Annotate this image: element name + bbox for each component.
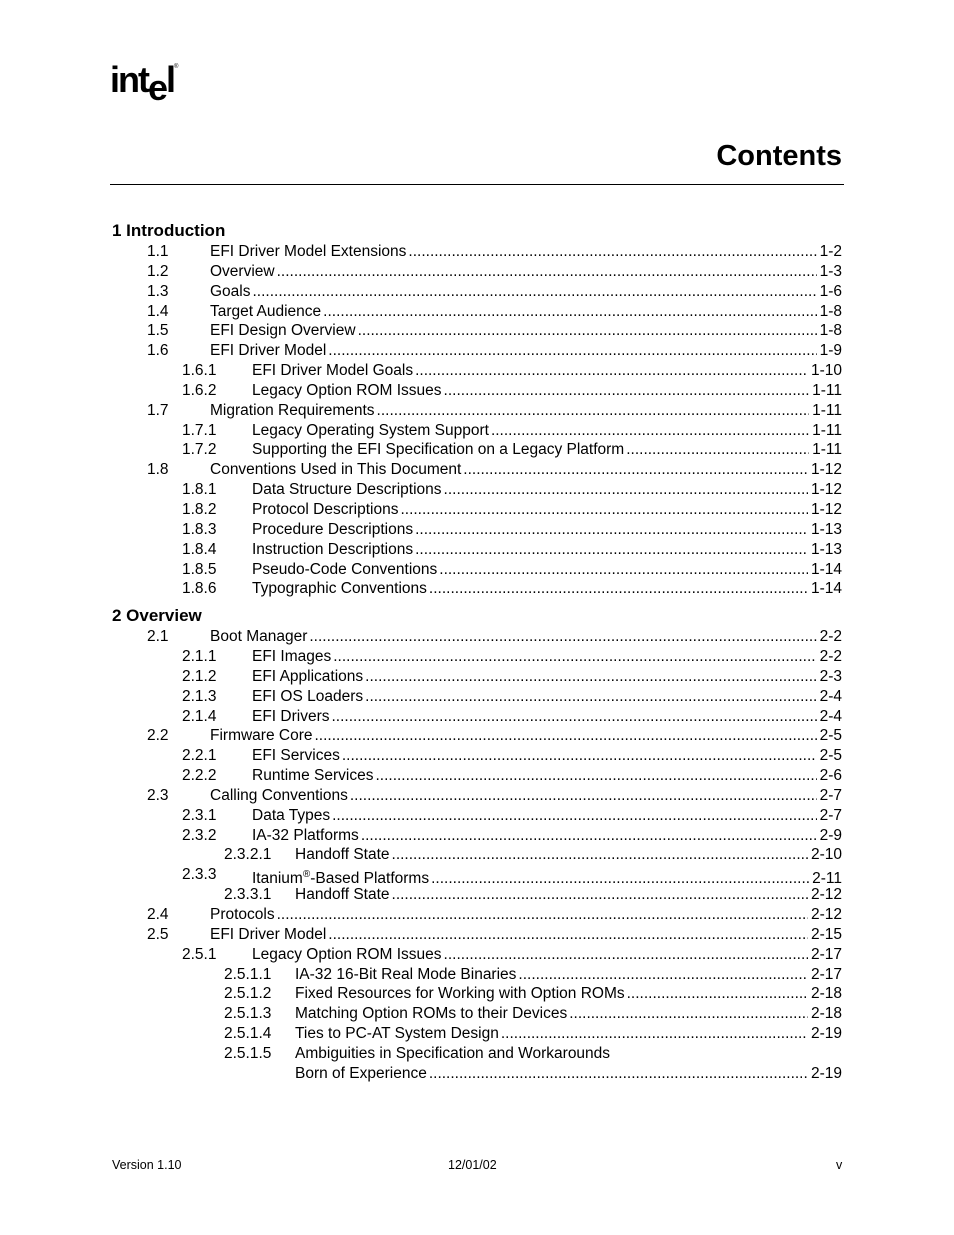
toc-entry-number: 1.6.2	[182, 381, 217, 399]
toc-entry-title: Calling Conventions	[210, 786, 348, 804]
toc-entry-number: 2.3	[147, 786, 169, 804]
dot-leader	[415, 520, 808, 540]
toc-entry-page: 2-19	[810, 1025, 842, 1043]
toc-entry-title: Handoff State	[295, 886, 390, 904]
toc-entry-page: 2-12	[810, 886, 842, 904]
toc-entry-title: EFI Driver Model Goals	[252, 362, 414, 380]
toc-entry-title: Fixed Resources for Working with Option ROMs	[295, 985, 625, 1003]
toc-entry-page: 1-12	[810, 461, 842, 479]
toc-entry[interactable]	[112, 381, 842, 401]
toc-entry-page: 2-3	[819, 667, 842, 685]
toc-entry-title: EFI OS Loaders	[252, 687, 364, 705]
footer-date: 12/01/02	[448, 1158, 497, 1172]
table-of-contents	[112, 220, 842, 1084]
toc-entry-title: EFI Images	[252, 648, 332, 666]
dot-leader	[444, 381, 810, 401]
toc-entry-number: 1.7.2	[182, 441, 217, 459]
toc-entry-title: IA-32 16-Bit Real Mode Binaries	[295, 965, 517, 983]
dot-leader	[501, 1024, 808, 1044]
dot-leader	[277, 262, 817, 282]
dot-leader	[375, 766, 816, 786]
dot-leader	[314, 726, 816, 746]
toc-entry-title: Matching Option ROMs to their Devices	[295, 1005, 568, 1023]
dot-leader	[569, 1004, 808, 1024]
toc-entry[interactable]	[112, 302, 842, 322]
toc-entry-number: 2.5.1.4	[224, 1025, 272, 1043]
toc-entry-title: Pseudo-Code Conventions	[252, 560, 438, 578]
toc-entry-number: 1.8.4	[182, 540, 217, 558]
toc-entry-number: 2.5.1.1	[224, 965, 272, 983]
toc-entry[interactable]	[112, 460, 842, 480]
intel-logo-wordmark	[110, 59, 174, 108]
dot-leader	[277, 905, 808, 925]
toc-entry-title: Migration Requirements	[210, 401, 375, 419]
toc-entry-page: 2-7	[819, 806, 842, 824]
toc-entry[interactable]	[112, 965, 842, 985]
toc-entry-title: IA-32 Platforms	[252, 826, 359, 844]
toc-entry[interactable]	[112, 925, 842, 945]
footer-version: Version 1.10	[112, 1158, 182, 1172]
toc-entry-number: 2.2	[147, 727, 169, 745]
dot-leader	[358, 321, 817, 341]
toc-entry[interactable]	[112, 282, 842, 302]
dot-leader	[328, 341, 816, 361]
toc-entry-number: 2.2.1	[182, 747, 217, 765]
dot-leader	[365, 687, 816, 707]
toc-entry-page: 2-18	[810, 985, 842, 1003]
toc-entry-title: Procedure Descriptions	[252, 520, 414, 538]
toc-entry[interactable]	[112, 865, 842, 888]
toc-entry-page: 1-13	[810, 540, 842, 558]
toc-entry-number: 1.8.6	[182, 580, 217, 598]
dot-leader	[626, 440, 809, 460]
toc-entry-page: 1-12	[810, 481, 842, 499]
toc-entry-number: 2.1.4	[182, 707, 217, 725]
toc-entry-title: Overview	[210, 262, 275, 280]
dot-leader	[400, 500, 808, 520]
dot-leader	[429, 1064, 808, 1084]
dot-leader	[328, 925, 808, 945]
toc-entry-number: 2.1.1	[182, 648, 217, 666]
toc-entry[interactable]	[112, 746, 842, 766]
toc-entry-number: 1.8.5	[182, 560, 217, 578]
toc-entry[interactable]	[112, 1024, 842, 1044]
toc-entry-page: 1-11	[812, 401, 842, 419]
toc-entry[interactable]	[112, 1064, 842, 1084]
toc-entry-page: 2-4	[819, 687, 842, 705]
dot-leader	[361, 826, 817, 846]
toc-entry-title: Target Audience	[210, 302, 322, 320]
toc-entry[interactable]	[112, 560, 842, 580]
toc-entry[interactable]	[112, 440, 842, 460]
dot-leader	[415, 540, 808, 560]
toc-entry-page: 2-11	[812, 870, 842, 888]
toc-entry-title: EFI Driver Model	[210, 925, 327, 943]
toc-entry-page: 1-11	[812, 421, 842, 439]
toc-entry-page: 2-17	[810, 945, 842, 963]
toc-entry-title: EFI Drivers	[252, 707, 330, 725]
toc-entry-number: 1.4	[147, 302, 169, 320]
toc-entry-number: 2.5.1.5	[224, 1044, 272, 1062]
toc-entry-number: 1.8	[147, 461, 169, 479]
toc-entry-title: EFI Driver Model	[210, 342, 327, 360]
toc-entry-number: 2.3.2.1	[224, 846, 272, 864]
toc-entry[interactable]	[112, 341, 842, 361]
toc-entry-page: 2-9	[819, 826, 842, 844]
toc-entry-page: 2-4	[819, 707, 842, 725]
toc-entry-title: EFI Services	[252, 747, 340, 765]
dot-leader	[365, 667, 816, 687]
page-title: Contents	[716, 140, 842, 172]
dot-leader	[332, 806, 816, 826]
toc-entry[interactable]	[112, 766, 842, 786]
logo-text-l: l	[166, 59, 175, 100]
toc-entry-page: 1-10	[810, 362, 842, 380]
toc-entry-title: Data Types	[252, 806, 331, 824]
toc-entry[interactable]	[112, 707, 842, 727]
dot-leader	[392, 885, 808, 905]
toc-entry-page: 2-2	[819, 628, 842, 646]
toc-entry-number: 2.3.3	[182, 866, 217, 884]
toc-entry-page: 1-12	[810, 500, 842, 518]
toc-entry-page: 1-2	[819, 243, 842, 260]
toc-entry-number: 2.2.2	[182, 767, 217, 785]
toc-entry-title: EFI Applications	[252, 667, 364, 685]
toc-entry-number: 1.5	[147, 322, 169, 340]
toc-entry-title: Protocol Descriptions	[252, 500, 399, 518]
dot-leader	[444, 480, 808, 500]
toc-entry-page: 2-5	[819, 727, 842, 745]
toc-entry[interactable]	[112, 826, 842, 846]
dot-leader	[333, 647, 816, 667]
toc-entry-number: 1.2	[147, 262, 169, 280]
toc-entry-page: 1-11	[812, 381, 842, 399]
toc-entry-title: Goals	[210, 282, 251, 300]
toc-entry[interactable]	[112, 480, 842, 500]
dot-leader	[342, 746, 817, 766]
toc-entry-number: 1.8.3	[182, 520, 217, 538]
toc-entry[interactable]	[112, 627, 842, 647]
toc-entry-number: 2.3.2	[182, 826, 217, 844]
toc-entry[interactable]	[112, 905, 842, 925]
toc-entry-title: Typographic Conventions	[252, 580, 427, 598]
toc-section-heading[interactable]: 1 Introduction	[112, 221, 226, 240]
toc-entry-number: 2.5.1.2	[224, 985, 272, 1003]
dot-leader	[350, 786, 817, 806]
toc-entry-title: Legacy Option ROM Issues	[252, 381, 442, 399]
toc-entry[interactable]	[112, 786, 842, 806]
dot-leader	[415, 361, 808, 381]
intel-logo	[110, 58, 179, 108]
registered-mark: ®	[302, 869, 311, 881]
toc-entry-title-part: -Based Platforms	[310, 870, 430, 888]
toc-entry[interactable]	[112, 321, 842, 341]
toc-entry-title: Instruction Descriptions	[252, 540, 414, 558]
toc-entry[interactable]	[112, 262, 842, 282]
toc-entry[interactable]	[112, 984, 842, 1004]
toc-entry-number: 2.1.2	[182, 667, 217, 685]
toc-entry-number: 1.1	[147, 243, 169, 260]
toc-entry[interactable]	[112, 421, 842, 441]
toc-entry-number: 2.4	[147, 906, 169, 923]
toc-entry-page: 2-6	[819, 767, 842, 785]
dot-leader	[377, 401, 810, 421]
dot-leader	[332, 707, 817, 727]
toc-entry-title: Supporting the EFI Specification on a Legacy Platform	[252, 441, 625, 459]
toc-entry-page: 2-7	[819, 786, 842, 804]
toc-entry-page: 2-2	[819, 648, 842, 666]
toc-entry[interactable]	[112, 647, 842, 667]
toc-entry-page: 1-13	[810, 520, 842, 538]
dot-leader	[444, 945, 808, 965]
toc-entry[interactable]	[112, 945, 842, 965]
toc-entry-page: 1-3	[819, 262, 842, 280]
toc-entry-number: 1.6.1	[182, 362, 217, 380]
toc-entry[interactable]	[112, 845, 842, 865]
toc-entry-page: 2-15	[810, 925, 842, 943]
toc-entry[interactable]	[112, 242, 842, 262]
toc-entry-number: 1.8.1	[182, 481, 217, 499]
toc-entry-number: 2.5	[147, 925, 169, 943]
dot-leader	[309, 627, 816, 647]
toc-entry-page: 2-19	[810, 1064, 842, 1082]
toc-entry-number: 1.7	[147, 401, 169, 419]
toc-entry[interactable]	[112, 667, 842, 687]
dot-leader	[408, 242, 816, 262]
toc-entry[interactable]	[112, 401, 842, 421]
toc-entry-page: 1-9	[819, 342, 842, 360]
toc-entry-title: Runtime Services	[252, 767, 374, 785]
dot-leader	[491, 421, 809, 441]
toc-entry-page: 1-14	[810, 580, 842, 598]
toc-entry-number: 1.3	[147, 282, 169, 300]
logo-text-int: int	[110, 59, 148, 100]
toc-entry[interactable]	[112, 540, 842, 560]
toc-entry-page: 1-8	[819, 302, 842, 320]
toc-entry-title: Born of Experience	[295, 1064, 427, 1082]
toc-entry-title: Firmware Core	[210, 727, 313, 745]
toc-entry[interactable]	[112, 687, 842, 707]
toc-entry-title: Boot Manager	[210, 628, 308, 646]
toc-entry-title-part: Itanium	[252, 870, 303, 888]
toc-entry[interactable]	[112, 361, 842, 381]
toc-entry-title: Data Structure Descriptions	[252, 481, 442, 499]
toc-entry-title: Handoff State	[295, 846, 390, 864]
dot-leader	[463, 460, 808, 480]
toc-entry-title: Protocols	[210, 906, 275, 923]
toc-entry-page: 2-12	[810, 906, 842, 923]
toc-entry[interactable]	[112, 885, 842, 905]
toc-entry-title: Legacy Operating System Support	[252, 421, 489, 439]
toc-section-heading[interactable]: 2 Overview	[112, 606, 202, 626]
toc-entry[interactable]	[112, 500, 842, 520]
logo-registered-mark: ®	[174, 64, 179, 70]
toc-entry-number: 2.5.1	[182, 945, 217, 963]
toc-entry[interactable]	[112, 1044, 842, 1064]
toc-entry-page: 2-10	[810, 846, 842, 864]
toc-entry-title: Legacy Option ROM Issues	[252, 945, 442, 963]
toc-entry-number: 1.8.2	[182, 500, 217, 518]
dot-leader	[429, 579, 808, 599]
toc-entry-title: EFI Design Overview	[210, 322, 356, 340]
toc-entry-page: 1-14	[810, 560, 842, 578]
toc-entry-number: 2.1	[147, 628, 169, 646]
toc-entry-page: 1-11	[812, 441, 842, 459]
toc-entry-page: 2-17	[810, 965, 842, 983]
toc-entry-number: 2.1.3	[182, 687, 217, 705]
toc-entry-title: Ties to PC-AT System Design	[295, 1025, 499, 1043]
dot-leader	[439, 560, 808, 580]
toc-entry-number: 1.6	[147, 342, 169, 360]
dot-leader	[253, 282, 817, 302]
toc-entry-page: 2-18	[810, 1005, 842, 1023]
dot-leader	[627, 984, 808, 1004]
title-divider	[110, 184, 844, 185]
toc-entry-number: 1.7.1	[182, 421, 217, 439]
toc-entry[interactable]	[112, 520, 842, 540]
toc-entry-number: 2.3.3.1	[224, 886, 272, 904]
footer-page-number: v	[836, 1158, 843, 1172]
toc-entry-number: 2.3.1	[182, 806, 217, 824]
toc-entry-title: Ambiguities in Specification and Workarounds	[295, 1044, 611, 1062]
toc-entry-page: 1-8	[819, 322, 842, 340]
dot-leader	[392, 845, 808, 865]
toc-entry[interactable]	[112, 726, 842, 746]
toc-entry-page: 1-6	[819, 282, 842, 300]
dot-leader	[323, 302, 816, 322]
dot-leader	[518, 965, 808, 985]
toc-entry-title: EFI Driver Model Extensions	[210, 243, 407, 260]
logo-text-e: e	[147, 67, 167, 108]
toc-entry-title: Conventions Used in This Document	[210, 461, 462, 479]
toc-entry[interactable]	[112, 806, 842, 826]
toc-entry-page: 2-5	[819, 747, 842, 765]
toc-entry-number: 2.5.1.3	[224, 1005, 272, 1023]
toc-entry[interactable]	[112, 1004, 842, 1024]
toc-entry[interactable]	[112, 579, 842, 599]
